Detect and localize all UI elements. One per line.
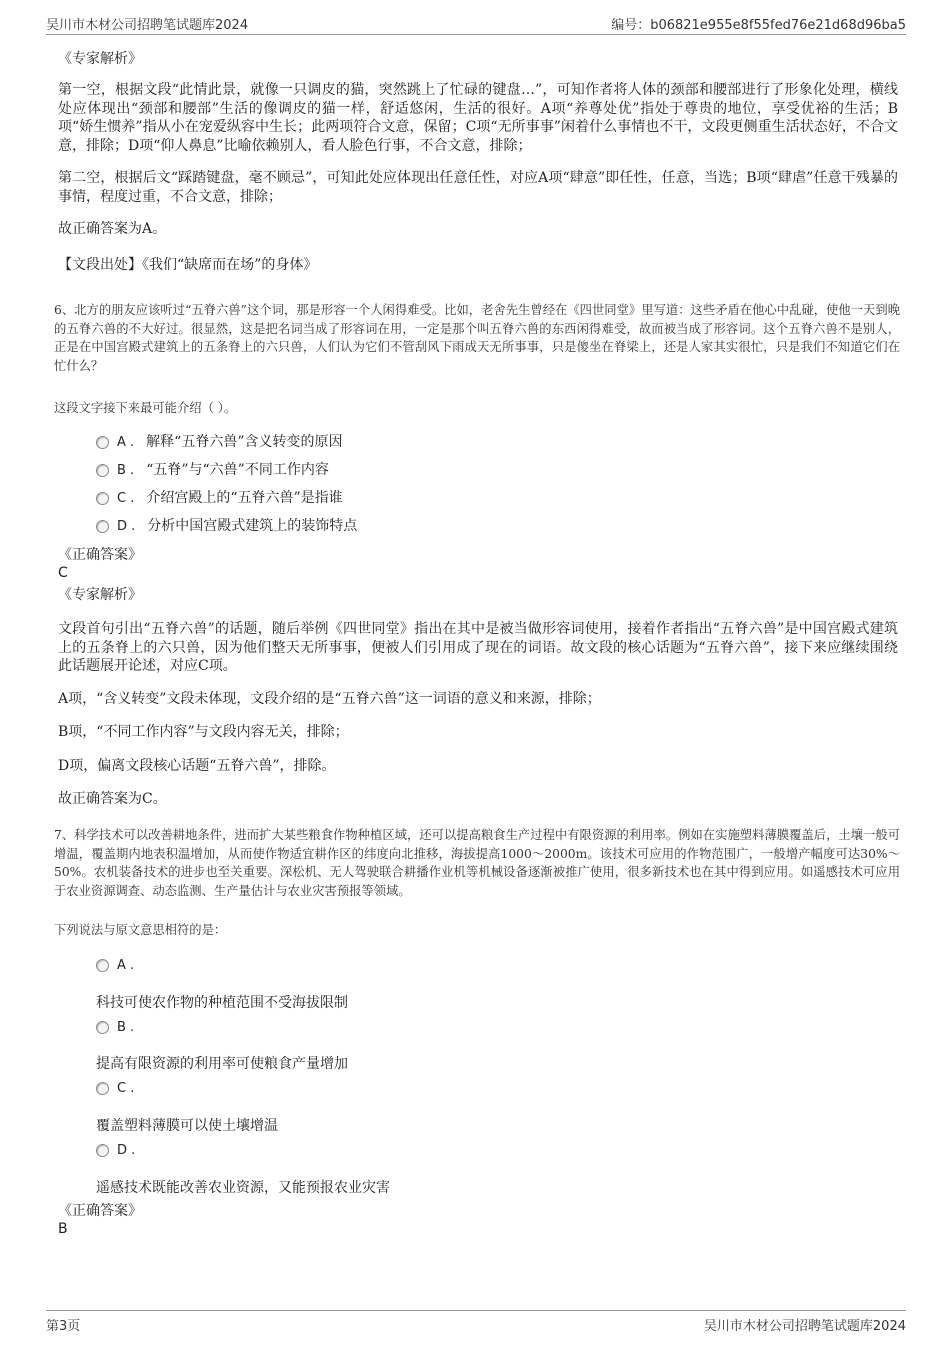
radio-icon[interactable] <box>96 1144 109 1157</box>
page-header <box>46 12 906 35</box>
option-text: 介绍宫殿上的“五脊六兽”是指谁 <box>146 490 343 506</box>
option-text: 解释“五脊六兽”含义转变的原因 <box>146 434 343 450</box>
radio-icon[interactable] <box>96 520 109 533</box>
q6-option-d[interactable]: D . 分析中国宫殿式建筑上的装饰特点 <box>96 517 357 536</box>
q7-option-c-text: 覆盖塑料薄膜可以使土壤增温 <box>96 1118 278 1134</box>
prev-analysis-paragraph: 第二空，根据后文“踩踏键盘，毫不顾忌”，可知此处应体现出任意任性，对应A项“肆意”即任性，任意，当选；B项“肆虐”任意干残暴的事情，程度过重，不合文意，排除； <box>58 170 898 205</box>
page-number: 第3页 <box>46 1319 81 1334</box>
q6-option-b[interactable]: B . “五脊”与“六兽”不同工作内容 <box>96 461 329 480</box>
q6-analysis-paragraph: B项，“不同工作内容”与文段内容无关，排除； <box>58 724 349 740</box>
radio-icon[interactable] <box>96 436 109 449</box>
q7-answer-label: 《正确答案》 <box>58 1203 142 1219</box>
q6-analysis-label: 《专家解析》 <box>58 587 142 603</box>
q6-analysis-paragraph: D项，偏离文段核心话题“五脊六兽”，排除。 <box>58 758 336 774</box>
radio-icon[interactable] <box>96 464 109 477</box>
q6-analysis-conclusion: 故正确答案为C。 <box>58 791 167 807</box>
q6-answer-label: 《正确答案》 <box>58 547 142 563</box>
prev-analysis-paragraph: 第一空，根据文段“此情此景，就像一只调皮的猫，突然跳上了忙碌的键盘…”，可知作者将人体的颈部和腰部进行了形象化处理，横线处应体现出“颈部和腰部”生活的像调皮的猫一样，舒适悠闲，生活的很好。A项“养尊处优”指处于尊贵的地位，享受优裕的生活；B项“娇生惯养”指从小在宠爱纵容中生长；此两项符合文意，保留；C项“无所事事”闲着什么事情也不干，文段更侧重生活状态好，不合文意，排除；D项“仰人鼻息”比喻依赖别人，看人脸色行事，不合文意，排除； <box>58 82 898 154</box>
q7-option-a[interactable]: A . <box>96 956 146 975</box>
q6-answer: C <box>58 565 68 581</box>
question-7-text: 7、科学技术可以改善耕地条件，进而扩大某些粮食作物种植区域，还可以提高粮食生产过程中有限资源的利用率。例如在实施塑料薄膜覆盖后，土壤一般可增温，覆盖期内地表积温增加，从而使作物适宜耕作区的纬度向北推移，海拔提高1000～2000m。该技术可应用的作物范围广，一般增产幅度可达30%～50%。农机装备技术的进步也至关重要。深松机、无人驾驶联合耕播作业机等机械设备逐渐被推广使用，很多新技术也在其中得到应用。如遥感技术可应用于农业资源调查、动态监测、生产量估计与农业灾害预报等领域。 <box>54 828 900 898</box>
q7-option-b-text: 提高有限资源的利用率可使粮食产量增加 <box>96 1056 348 1072</box>
prev-source: 【文段出处】《我们“缺席而在场”的身体》 <box>58 257 318 273</box>
q6-option-c[interactable]: C . 介绍宫殿上的“五脊六兽”是指谁 <box>96 489 343 508</box>
header-serial: 编号：b06821e955e8f55fed76e21d68d96ba5 <box>611 18 906 33</box>
q7-option-a-text: 科技可使农作物的种植范围不受海拔限制 <box>96 995 348 1011</box>
q7-option-d-text: 遥感技术既能改善农业资源，又能预报农业灾害 <box>96 1180 390 1196</box>
page-footer <box>46 1310 906 1335</box>
footer-title: 吴川市木材公司招聘笔试题库2024 <box>703 1319 906 1334</box>
prev-analysis-label: 《专家解析》 <box>58 51 142 67</box>
question-6-prompt: 这段文字接下来最可能介绍（ ）。 <box>54 401 237 415</box>
q7-option-d[interactable]: D . <box>96 1141 147 1160</box>
radio-icon[interactable] <box>96 1082 109 1095</box>
q6-option-a[interactable]: A . 解释“五脊六兽”含义转变的原因 <box>96 433 343 452</box>
q7-option-c[interactable]: C . <box>96 1079 146 1098</box>
option-text: “五脊”与“六兽”不同工作内容 <box>146 462 329 478</box>
q6-analysis-paragraph: 文段首句引出“五脊六兽”的话题，随后举例《四世同堂》指出在其中是被当做形容词使用，接着作者指出“五脊六兽”是中国宫殿式建筑上的五条脊上的六只兽，因为他们整天无所事事，便被人们引用成了现在的词语。故文段的核心话题为“五脊六兽”，接下来应继续围绕此话题展开论述，对应C项。 <box>58 621 898 674</box>
header-title: 吴川市木材公司招聘笔试题库2024 <box>46 18 249 33</box>
radio-icon[interactable] <box>96 959 109 972</box>
q7-answer: B <box>58 1221 68 1237</box>
radio-icon[interactable] <box>96 492 109 505</box>
question-6-text: 6、北方的朋友应该听过“五脊六兽”这个词，那是形容一个人闲得难受。比如，老舍先生曾经在《四世同堂》里写道：这些矛盾在他心中乱碰，使他一天到晚的五脊六兽的不大好过。很显然，这是把名词当成了形容词在用，一定是那个叫五脊六兽的东西闲得难受，故而被当成了形容词。这个五脊六兽不是别人，正是在中国宫殿式建筑上的五条脊上的六只兽，人们认为它们不管刮风下雨成天无所事事，只是傻坐在脊梁上，还是人家其实很忙，只是我们不知道它们在忙什么？ <box>54 303 900 373</box>
prev-analysis-conclusion: 故正确答案为A。 <box>58 221 167 237</box>
q6-analysis-paragraph: A项，“含义转变”文段未体现，文段介绍的是“五脊六兽”这一词语的意义和来源，排除； <box>58 691 601 707</box>
question-7-prompt: 下列说法与原文意思相符的是： <box>54 923 227 937</box>
option-text: 分析中国宫殿式建筑上的装饰特点 <box>147 518 358 534</box>
q7-option-b[interactable]: B . <box>96 1018 146 1037</box>
radio-icon[interactable] <box>96 1021 109 1034</box>
